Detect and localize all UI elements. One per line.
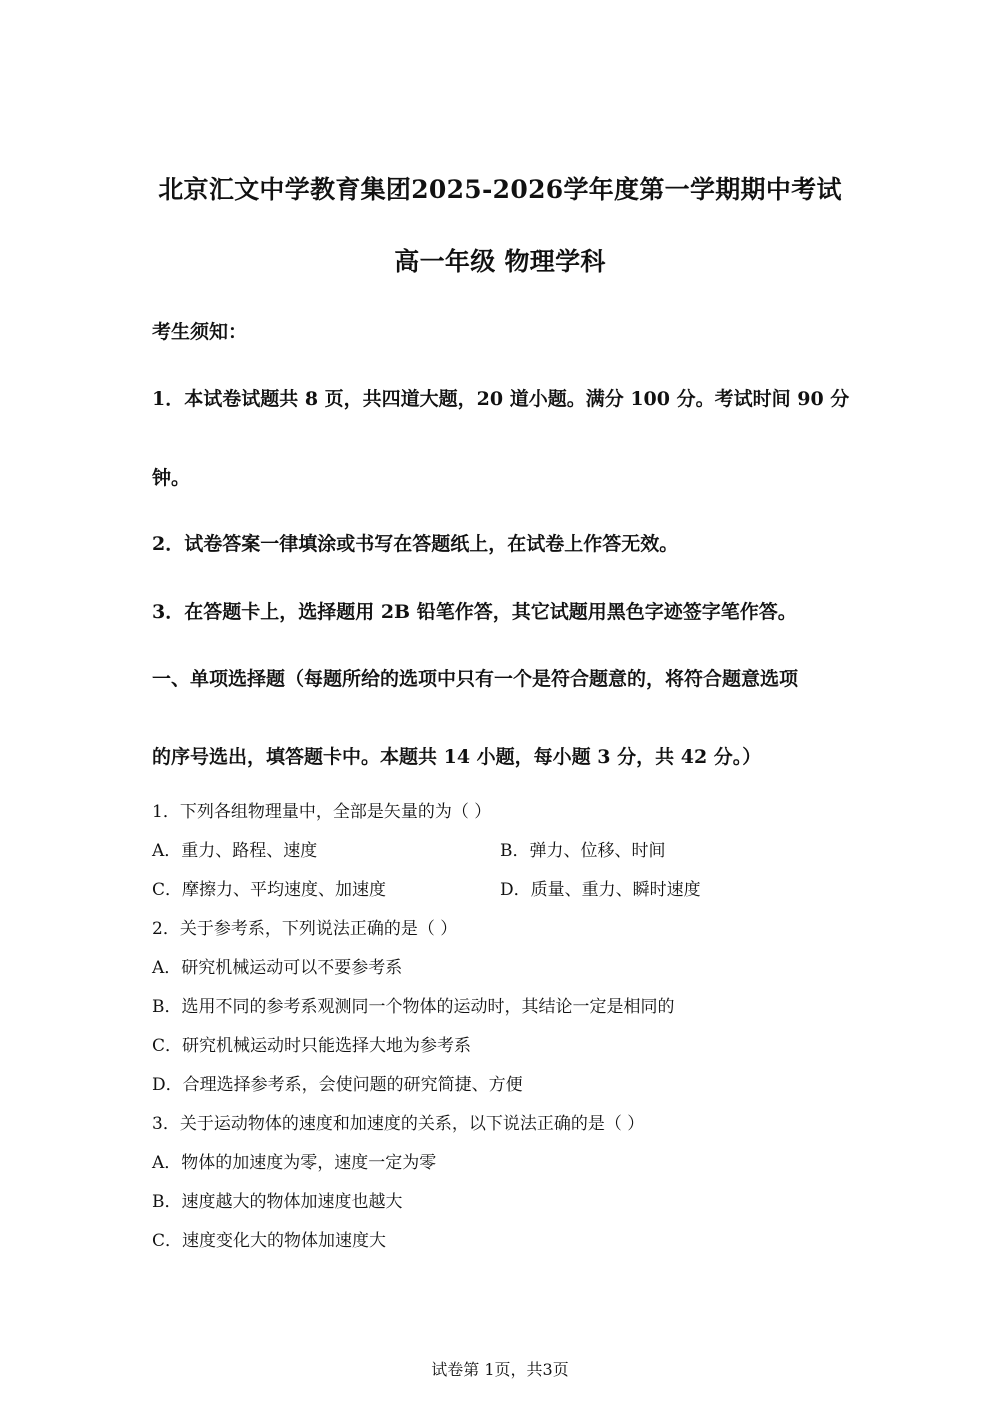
- question-3-option-b: B．速度越大的物体加速度也越大: [152, 1192, 403, 1212]
- question-3-option-a: A．物体的加速度为零，速度一定为零: [152, 1153, 437, 1173]
- question-1-option-d: D．质量、重力、瞬时速度: [500, 880, 701, 900]
- question-1-option-b: B．弹力、位移、时间: [500, 841, 666, 861]
- question-2-stem: 2．关于参考系，下列说法正确的是（ ）: [152, 919, 458, 939]
- notice-item-3: 3．在答题卡上，选择题用 2B 铅笔作答，其它试题用黑色字迹签字笔作答。: [152, 601, 797, 623]
- question-1-stem: 1．下列各组物理量中，全部是矢量的为（ ）: [152, 802, 492, 822]
- question-2-option-c: C．研究机械运动时只能选择大地为参考系: [152, 1036, 472, 1056]
- section-heading: 一、单项选择题（每题所给的选项中只有一个是符合题意的，将符合题意选项: [152, 668, 799, 690]
- exam-title: 北京汇文中学教育集团2025-2026学年度第一学期期中考试: [158, 175, 842, 204]
- question-3-option-c: C．速度变化大的物体加速度大: [152, 1231, 387, 1251]
- notice-heading: 考生须知：: [152, 321, 248, 343]
- question-1-option-c: C．摩擦力、平均速度、加速度: [152, 880, 387, 900]
- notice-item-1-continued: 钟。: [152, 467, 191, 489]
- question-1-option-a: A．重力、路程、速度: [152, 841, 318, 861]
- question-2-option-a: A．研究机械运动可以不要参考系: [152, 958, 403, 978]
- question-3-stem: 3．关于运动物体的速度和加速度的关系，以下说法正确的是（ ）: [152, 1114, 645, 1134]
- section-heading-continued: 的序号选出，填答题卡中。本题共 14 小题，每小题 3 分，共 42 分。）: [152, 746, 762, 768]
- notice-item-2: 2．试卷答案一律填涂或书写在答题纸上，在试卷上作答无效。: [152, 533, 679, 555]
- notice-item-1: 1．本试卷试题共 8 页，共四道大题，20 道小题。满分 100 分。考试时间 90 分: [152, 388, 850, 410]
- question-2-option-b: B．选用不同的参考系观测同一个物体的运动时，其结论一定是相同的: [152, 997, 675, 1017]
- page-footer: 试卷第 1页，共3页: [431, 1360, 569, 1379]
- exam-subtitle: 高一年级 物理学科: [394, 247, 606, 276]
- question-2-option-d: D．合理选择参考系，会使问题的研究简捷、方便: [152, 1075, 523, 1095]
